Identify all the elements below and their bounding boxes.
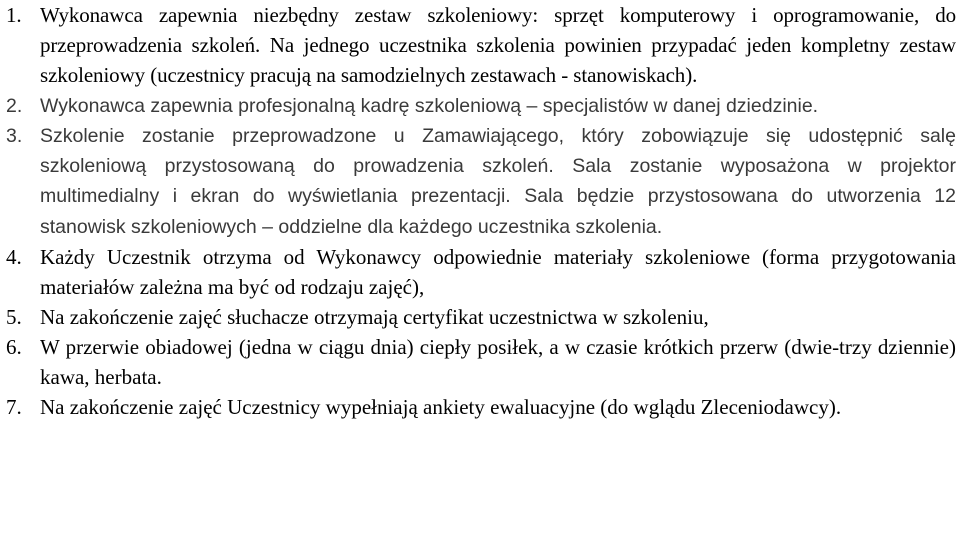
list-item-4	[0, 242, 960, 302]
list-number: 1.	[6, 3, 22, 27]
list-number: 7.	[6, 395, 22, 419]
list-number: 6.	[6, 335, 22, 359]
list-number: 3.	[6, 125, 23, 147]
list-item-text: Szkolenie zostanie przeprowadzone u Zamawiającego, który zobowiązuje się udostępnić salę szkoleniową przystosowaną do prowadzenia szkoleń. Sala zostanie wyposażona w projektor multimedialny i ekran do wyświetlania prezentacji. Sala będzie przystosowana do utworzenia 12 stanowisk szkoleniowych – oddzielne dla każdego uczestnika szkolenia.	[40, 125, 956, 238]
list-item-text: Na zakończenie zajęć słuchacze otrzymają certyfikat uczestnictwa w szkoleniu,	[40, 305, 709, 329]
list-item-text: Na zakończenie zajęć Uczestnicy wypełniają ankiety ewaluacyjne (do wglądu Zleceniodawcy).	[40, 395, 842, 419]
list-number: 5.	[6, 305, 22, 329]
list-item-2	[0, 91, 960, 121]
list-number: 2.	[6, 95, 23, 117]
list-item-text: Każdy Uczestnik otrzyma od Wykonawcy odpowiednie materiały szkoleniowe (forma przygotowania materiałów zależna ma być od rodzaju zajęć),	[40, 245, 956, 300]
list-item-3	[0, 121, 960, 242]
list-item-text: W przerwie obiadowej (jedna w ciągu dnia) ciepły posiłek, a w czasie krótkich przerw (dwie-trzy dziennie) kawa, herbata.	[40, 335, 956, 390]
list-item-7	[0, 392, 960, 422]
list-item-text: Wykonawca zapewnia profesjonalną kadrę szkoleniową – specjalistów w danej dziedzinie.	[40, 95, 819, 117]
list-item-1	[0, 0, 960, 91]
list-item-5	[0, 302, 960, 332]
list-number: 4.	[6, 245, 22, 269]
list-item-text: Wykonawca zapewnia niezbędny zestaw szkoleniowy: sprzęt komputerowy i oprogramowanie, do przeprowadzenia szkoleń. Na jednego uczestnika szkolenia powinien przypadać jeden kompletny zestaw szkoleniowy (uczestnicy pracują na samodzielnych zestawach - stanowiskach).	[40, 3, 956, 88]
list-item-6	[0, 332, 960, 392]
